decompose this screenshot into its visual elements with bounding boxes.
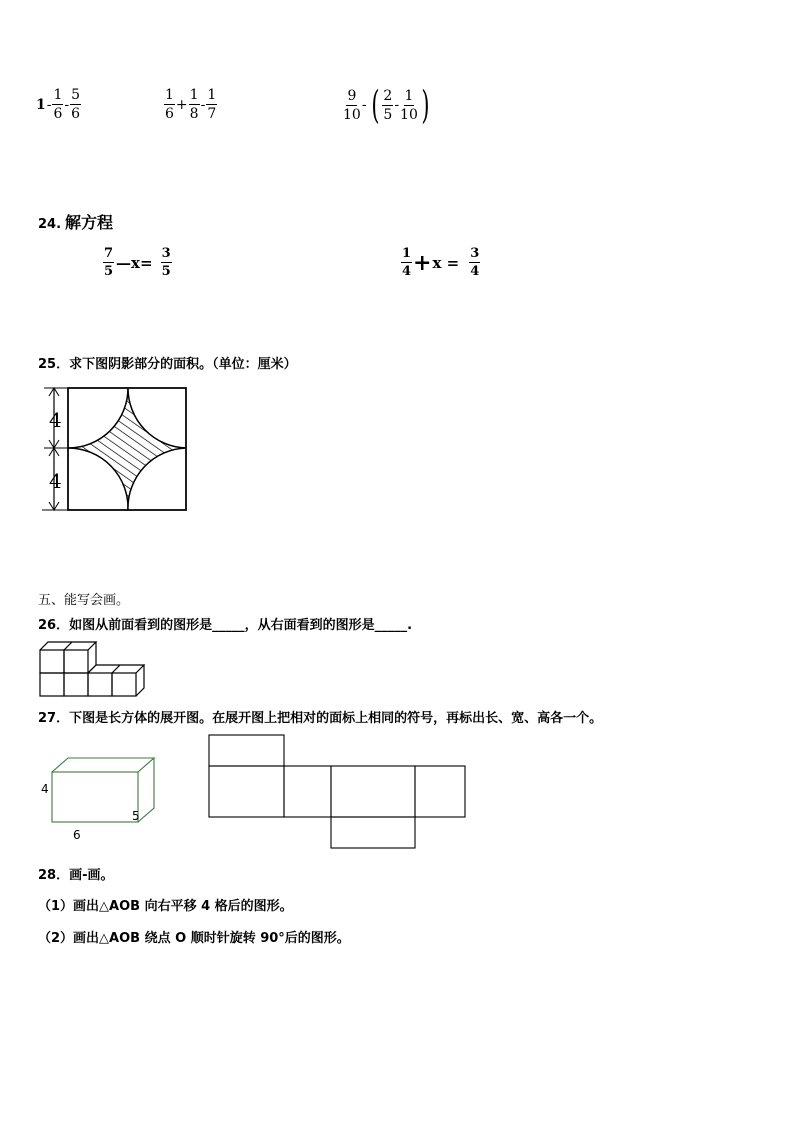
cuboid-length-label: 6 <box>73 828 81 842</box>
fraction: $\frac{1}{7}$ <box>207 87 217 122</box>
q24-heading <box>38 210 113 233</box>
q25-prompt: 25．求下图阴影部分的面积。（单位：厘米） <box>38 357 297 372</box>
fraction: $\frac{5}{6}$ <box>71 87 81 122</box>
q24-number: 24. <box>38 217 62 232</box>
cuboid-width-label: 5 <box>132 809 140 823</box>
q27-prompt: 27．下图是长方体的展开图。在展开图上把相对的面标上相同的符号，再标出长、宽、高各一个。 <box>38 711 603 726</box>
eq2-x: x = <box>432 253 460 272</box>
eq1-operator: —x= <box>116 253 153 272</box>
q24-title: 解方程 <box>65 213 114 232</box>
fraction: $\frac{1}{6}$ <box>53 87 63 122</box>
fraction: $\frac{3}{5}$ <box>161 246 171 279</box>
plus-sign: + <box>413 249 432 276</box>
fraction: $\frac{1}{4}$ <box>402 246 412 279</box>
left-paren: ( <box>370 83 380 127</box>
calc-lead: 1 <box>36 96 46 113</box>
fraction: $\frac{7}{5}$ <box>104 246 114 279</box>
q24-equation-2 <box>401 247 480 278</box>
right-paren: ) <box>421 83 430 127</box>
calc-expression-1: 1 - $\frac{1}{6}$ - $\frac{5}{6}$ <box>36 87 81 122</box>
fraction: $\frac{1}{8}$ <box>189 87 199 122</box>
q28-title: 28．画-画。 <box>38 868 114 883</box>
dimension-label-top: 4 <box>49 408 62 432</box>
cuboid-net-figure <box>208 734 468 852</box>
fraction: $\frac{1}{10}$ <box>400 87 418 123</box>
cube-stack-figure <box>38 640 150 698</box>
cuboid-height-label: 4 <box>41 782 49 796</box>
section-5-heading: 五、能写会画。 <box>38 593 130 608</box>
q28-item-1: （1）画出△AOB 向右平移 4 格后的图形。 <box>38 899 293 914</box>
q26-prompt: 26．如图从前面看到的图形是_____，从右面看到的图形是_____. <box>38 618 413 633</box>
cuboid-figure <box>38 752 148 844</box>
calc-expression-3: $\frac{9}{10}$ - ( $\frac{2}{5}$ - $\frac{1}{10}$ ) <box>343 83 430 127</box>
fraction: $\frac{9}{10}$ <box>343 87 361 123</box>
fraction: $\frac{3}{4}$ <box>470 246 480 279</box>
calc-expression-2: $\frac{1}{6}$ + $\frac{1}{8}$ - $\frac{1}{7}$ <box>165 87 217 122</box>
shaded-area-figure <box>38 382 198 517</box>
dimension-label-bottom: 4 <box>49 469 62 493</box>
q28-item-2: （2）画出△AOB 绕点 O 顺时针旋转 90°后的图形。 <box>38 931 350 946</box>
q24-equation-1 <box>103 247 172 278</box>
fraction: $\frac{1}{6}$ <box>165 87 174 122</box>
fraction: $\frac{2}{5}$ <box>383 87 393 123</box>
